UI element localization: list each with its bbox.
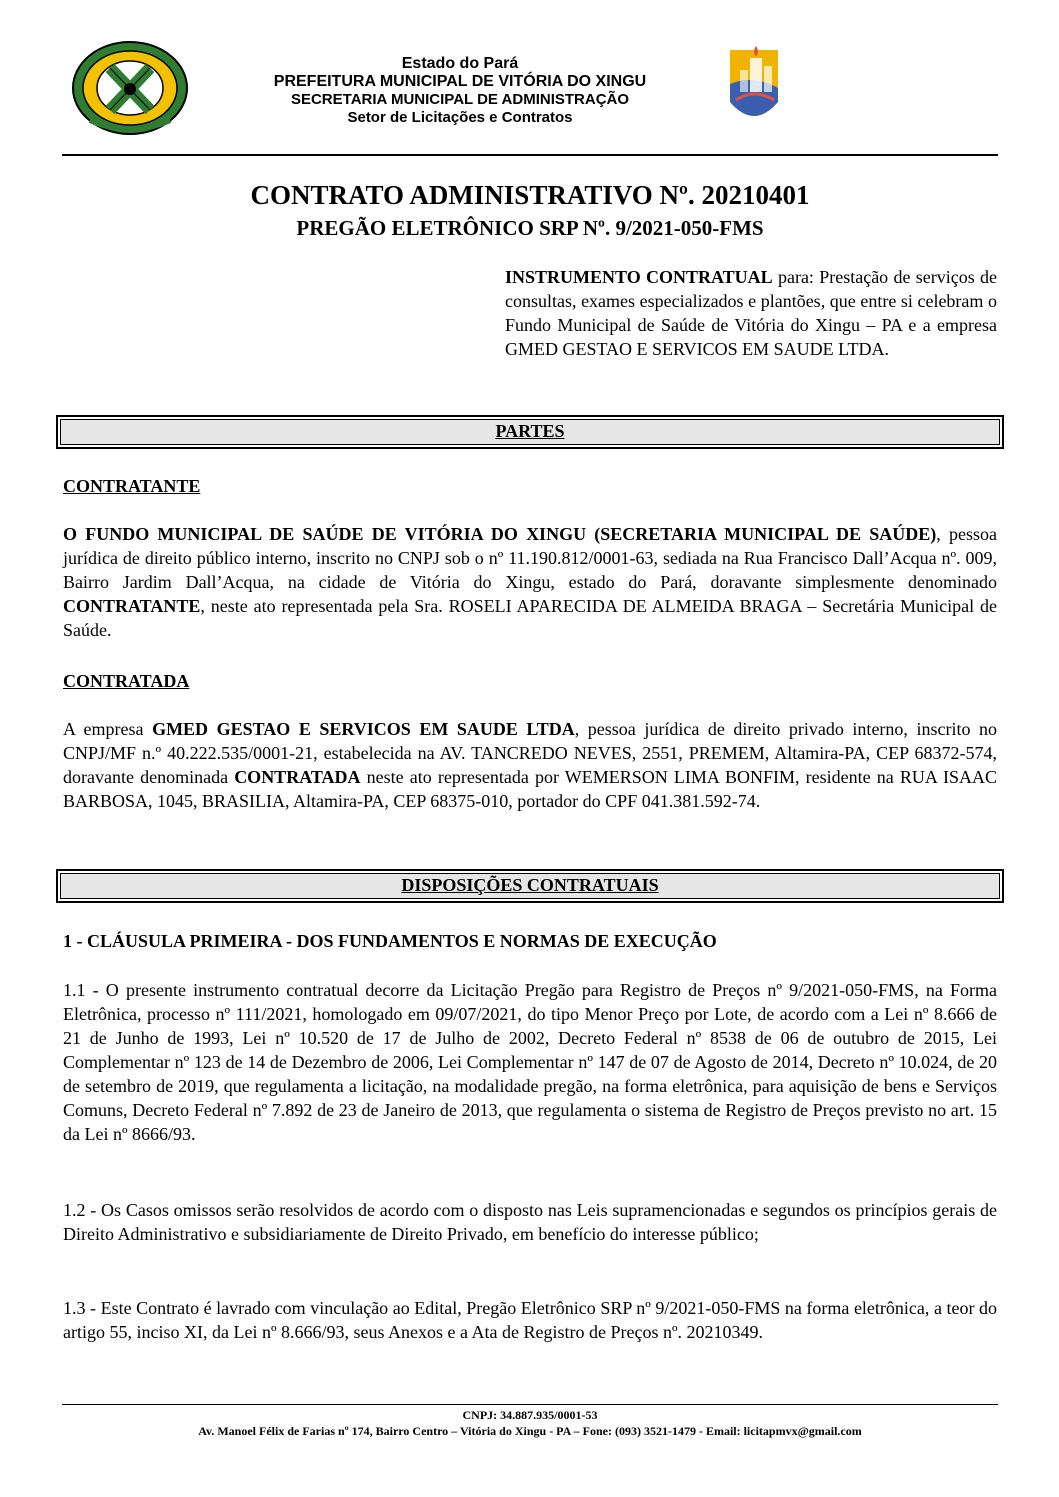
header-secretaria: SECRETARIA MUNICIPAL DE ADMINISTRAÇÃO [290,91,630,108]
footer-address: Av. Manoel Félix de Farias nº 174, Bairro Centro – Vitória do Xingu - PA – Fone: (093) 3521-1479 - Email: licitapmvx@gmail.com [198,1424,862,1438]
municipal-seal-logo [70,38,190,138]
contratada-paragraph [63,717,997,813]
header-prefeitura: PREFEITURA MUNICIPAL DE VITÓRIA DO XINGU [273,73,647,90]
contratada-text0: A empresa [63,719,153,739]
contratante-text1: , pessoa jurídica de direito público interno, inscrito no CNPJ sob o nº 11.190.812/0001-63, sediada na Rua Francisco Dall’Acqua nº. 009, Bairro Jardim Dall’Acqua, na cidade de Vitória do Xingu, estado do Pará, doravante simplesmente denominado [63,524,997,592]
footer-rule [62,1404,998,1405]
contratante-text2: , neste ato representada pela Sra. ROSELI APARECIDA DE ALMEIDA BRAGA – Secretária Municipal de Saúde. [63,596,997,640]
clause1-title: 1 - CLÁUSULA PRIMEIRA - DOS FUNDAMENTOS E NORMAS DE EXECUÇÃO [63,931,717,951]
section-partes [56,415,1004,449]
contratada-text2: neste ato representada por WEMERSON LIMA BONFIM, residente na RUA ISAAC BARBOSA, 1045, BRASILIA, Altamira-PA, CEP 68375-010, portador do CPF 041.381.592-74. [63,767,997,811]
clause1-1: 1.1 - O presente instrumento contratual decorre da Licitação Pregão para Registro de Preços nº 9/2021-050-FMS, na Forma Eletrônica, processo nº 111/2021, homologado em 09/07/2021, do tipo Menor Preço por Lote, de acordo com a Lei nº 8.666 de 21 de Junho de 1993, Lei nº 10.520 de 17 de Julho de 2002, Decreto Federal nº 8538 de 06 de outubro de 2015, Lei Complementar nº 123 de 14 de Dezembro de 2006, Lei Complementar nº 147 de 07 de Agosto de 2014, Decreto nº 10.024, de 20 de setembro de 2019, que regulamenta a licitação, na modalidade pregão, na forma eletrônica, para aquisição de bens e Serviços Comuns, Decreto Federal nº 7.892 de 23 de Janeiro de 2013, que regulamenta o sistema de Registro de Preços previsto no art. 15 da Lei nº 8666/93. [63,980,997,1144]
contratada-term: CONTRATADA [234,767,361,787]
contratante-label: CONTRATANTE [63,476,201,496]
clause1-2: 1.2 - Os Casos omissos serão resolvidos de acordo com o disposto nas Leis supramencionadas e segundos os princípios gerais de Direito Administrativo e subsidiariamente de Direito Privado, em benefício do interesse público; [63,1200,997,1244]
contratada-label: CONTRATADA [63,671,190,691]
contratada-name: GMED GESTAO E SERVICOS EM SAUDE LTDA [152,719,575,739]
instrumento-text: para: Prestação de serviços de consultas, exames especializados e plantões, que entre si celebram o Fundo Municipal de Saúde de Vitória do Xingu – PA e a empresa GMED GESTAO E SERVICOS EM SAUDE LTDA. [505,267,998,359]
clause1-3: 1.3 - Este Contrato é lavrado com vinculação ao Edital, Pregão Eletrônico SRP nº 9/2021-050-FMS na forma eletrônica, a teor do artigo 55, inciso XI, da Lei nº 8.666/93, seus Anexos e a Ata de Registro de Preços nº. 20210349. [63,1298,997,1342]
contratante-term: CONTRATANTE [63,596,201,616]
section-disposicoes-label: DISPOSIÇÕES CONTRATUAIS [401,875,659,895]
vitoria-do-xingu-logo [726,44,926,136]
header-state: Estado do Pará [401,55,519,72]
contratante-name: O FUNDO MUNICIPAL DE SAÚDE DE VITÓRIA DO XINGU (SECRETARIA MUNICIPAL DE SAÚDE) [63,524,937,544]
instrumento-label: INSTRUMENTO CONTRATUAL [505,267,773,287]
instrumento-contratual [505,265,997,361]
header-block [200,55,720,127]
contract-title: CONTRATO ADMINISTRATIVO Nº. 20210401 [250,180,810,210]
header-rule [62,154,998,156]
contratada-text1: , pessoa jurídica de direito privado interno, inscrito no CNPJ/MF n.º 40.222.535/0001-21, estabelecida na AV. TANCREDO NEVES, 2551, PREMEM, Altamira-PA, CEP 68372-574, doravante denominada [63,719,997,787]
section-disposicoes [56,869,1004,903]
footer-cnpj: CNPJ: 34.887.935/0001-53 [462,1408,598,1422]
pregao-subtitle: PREGÃO ELETRÔNICO SRP Nº. 9/2021-050-FMS [296,216,764,240]
section-partes-label: PARTES [495,421,565,441]
contratante-paragraph [63,522,997,642]
header-setor: Setor de Licitações e Contratos [347,109,573,126]
